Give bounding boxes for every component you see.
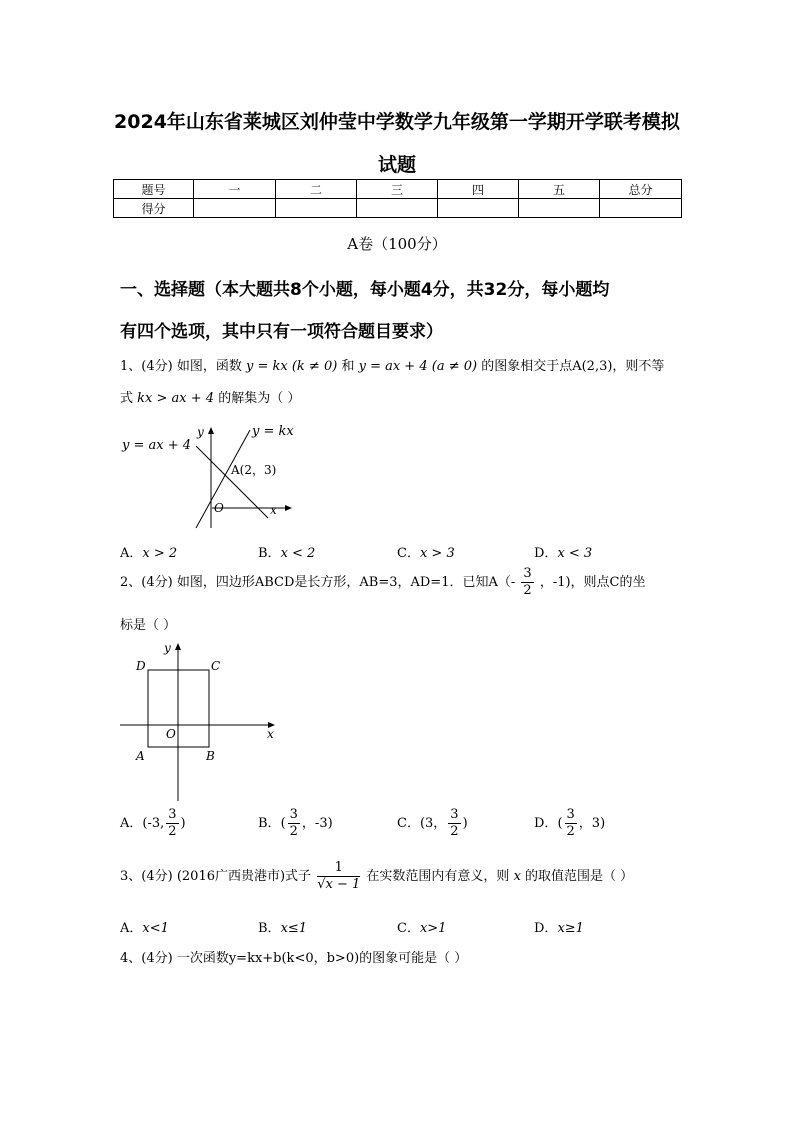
option-text: x≥1 bbox=[557, 921, 584, 936]
q1-option-a[interactable] bbox=[120, 542, 177, 561]
option-text: x>1 bbox=[419, 921, 447, 936]
option-letter: A． bbox=[120, 546, 143, 561]
q2-option-d[interactable] bbox=[534, 807, 605, 840]
fraction-denominator: 2 bbox=[289, 824, 298, 839]
score-header-cell: 三 bbox=[357, 180, 438, 199]
q2-option-a[interactable] bbox=[120, 807, 186, 840]
question-text: (2016广西贵港市)式子 bbox=[176, 869, 312, 884]
q1-option-b[interactable] bbox=[258, 542, 315, 561]
option-text: x≤1 bbox=[280, 921, 308, 936]
question-text: 标是（ ） bbox=[120, 618, 177, 633]
fraction-numerator: 3 bbox=[289, 807, 298, 822]
question-2-line2 bbox=[120, 614, 176, 633]
y-axis-label: y bbox=[164, 641, 171, 655]
option-letter: C． bbox=[397, 816, 420, 831]
option-text: (-3, bbox=[142, 816, 165, 831]
option-letter: C． bbox=[397, 546, 420, 561]
option-text: x > 2 bbox=[142, 546, 178, 561]
score-header-cell: 总分 bbox=[600, 180, 682, 199]
option-text: ，3) bbox=[578, 816, 606, 831]
fraction-numerator: 3 bbox=[168, 807, 177, 822]
score-header-cell: 四 bbox=[438, 180, 519, 199]
point-a-label: A(2，3) bbox=[231, 463, 277, 477]
question-text: 如图，函数 bbox=[176, 359, 242, 374]
q3-option-c[interactable] bbox=[397, 917, 446, 936]
fraction bbox=[565, 807, 577, 840]
fraction-denominator: 2 bbox=[566, 824, 575, 839]
option-letter: D． bbox=[534, 816, 558, 831]
option-letter: B． bbox=[258, 816, 281, 831]
option-text: ( bbox=[280, 816, 286, 831]
question-1-line1 bbox=[120, 355, 664, 374]
formula: y = ax + 4 bbox=[358, 359, 428, 374]
fraction bbox=[521, 566, 533, 599]
option-text: x < 3 bbox=[557, 546, 593, 561]
option-text: ) bbox=[180, 816, 186, 831]
question-4-line1 bbox=[120, 947, 467, 966]
q3-option-d[interactable] bbox=[534, 917, 584, 936]
fraction-numerator: 3 bbox=[450, 807, 459, 822]
q1-option-d[interactable] bbox=[534, 542, 592, 561]
option-text: x < 2 bbox=[280, 546, 316, 561]
option-letter: D． bbox=[534, 546, 558, 561]
question-text: 的取值范围是（ ） bbox=[525, 869, 634, 884]
score-cell bbox=[194, 199, 276, 218]
score-cell bbox=[519, 199, 600, 218]
q3-option-a[interactable] bbox=[120, 917, 169, 936]
question-text: 一次函数y=kx+b(k<0，b>0)的图象可能是（ ） bbox=[176, 951, 468, 966]
fraction-numerator: 1 bbox=[317, 860, 360, 877]
x-axis-label: x bbox=[270, 503, 277, 517]
score-table-score-row bbox=[114, 199, 682, 218]
question-number: 4、(4分) bbox=[120, 951, 173, 966]
vertex-c-label: C bbox=[211, 659, 221, 673]
question-text: 的解集为（ ） bbox=[218, 391, 301, 406]
origin-label: O bbox=[166, 727, 176, 741]
option-letter: A． bbox=[120, 816, 143, 831]
score-header-cell: 二 bbox=[276, 180, 357, 199]
option-letter: A． bbox=[120, 921, 143, 936]
question-number: 1、(4分) bbox=[120, 359, 173, 374]
score-header-cell: 五 bbox=[519, 180, 600, 199]
q2-option-b[interactable] bbox=[258, 807, 333, 840]
question-text: 和 bbox=[341, 359, 355, 374]
variable: x bbox=[513, 869, 521, 884]
score-cell bbox=[357, 199, 438, 218]
option-letter: D． bbox=[534, 921, 558, 936]
radicand: x − 1 bbox=[325, 877, 361, 892]
label-y-ax4: y = ax + 4 bbox=[122, 438, 192, 453]
question-text: 的图象相交于点A(2,3)，则不等 bbox=[481, 359, 665, 374]
fraction bbox=[288, 807, 300, 840]
radical-fraction bbox=[317, 860, 360, 893]
document-title-line1: 2024年山东省莱城区刘仲莹中学数学九年级第一学期开学联考模拟 bbox=[114, 111, 680, 133]
option-text: ( bbox=[557, 816, 563, 831]
vertex-a-label: A bbox=[136, 749, 145, 763]
score-table-header-row bbox=[114, 180, 682, 199]
fraction-denominator: √x − 1 bbox=[317, 877, 361, 892]
option-text: x<1 bbox=[142, 921, 169, 936]
fraction-numerator: 3 bbox=[566, 807, 575, 822]
origin-label: O bbox=[214, 501, 224, 515]
y-axis-arrow bbox=[175, 643, 181, 650]
score-cell bbox=[600, 199, 682, 218]
option-letter: B． bbox=[258, 921, 281, 936]
question-text: 如图，四边形ABCD是长方形，AB=3，AD=1．已知A（- bbox=[176, 575, 516, 590]
x-axis-label: x bbox=[267, 727, 274, 741]
y-axis-label: y bbox=[197, 425, 204, 439]
question-text: 式 bbox=[120, 391, 134, 406]
formula-condition: (k ≠ 0) bbox=[291, 359, 338, 374]
fraction-denominator: 2 bbox=[523, 583, 532, 598]
fraction-denominator: 2 bbox=[168, 824, 177, 839]
question-2-graph bbox=[118, 638, 283, 803]
q1-option-c[interactable] bbox=[397, 542, 455, 561]
section-heading-line2: 有四个选项，其中只有一项符合题目要求） bbox=[120, 322, 443, 342]
fraction bbox=[448, 807, 460, 840]
question-1-line2 bbox=[120, 387, 300, 406]
section-heading-line1: 一、选择题（本大题共8个小题，每小题4分，共32分，每小题均 bbox=[120, 280, 610, 300]
score-cell bbox=[438, 199, 519, 218]
question-text: 在实数范围内有意义，则 bbox=[366, 869, 510, 884]
fraction-denominator: 2 bbox=[450, 824, 459, 839]
question-3-line1 bbox=[120, 860, 633, 893]
q3-option-b[interactable] bbox=[258, 917, 307, 936]
question-number: 3、(4分) bbox=[120, 869, 173, 884]
inequality: kx > ax + 4 bbox=[137, 391, 215, 406]
q2-option-c[interactable] bbox=[397, 807, 468, 840]
fraction bbox=[166, 807, 178, 840]
document-title-line2: 试题 bbox=[377, 154, 416, 176]
option-text: x > 3 bbox=[419, 546, 455, 561]
score-row-label: 得分 bbox=[114, 199, 194, 218]
question-number: 2、(4分) bbox=[120, 575, 173, 590]
score-header-cell: 题号 bbox=[114, 180, 194, 199]
option-letter: B． bbox=[258, 546, 281, 561]
label-y-kx: y = kx bbox=[252, 424, 294, 439]
volume-heading: A卷（100分） bbox=[347, 235, 447, 253]
formula: y = kx bbox=[245, 359, 288, 374]
question-1-graph bbox=[118, 418, 298, 530]
score-cell bbox=[276, 199, 357, 218]
line-y-ax4 bbox=[196, 446, 268, 518]
y-axis-arrow bbox=[208, 427, 214, 434]
formula-condition: (a ≠ 0) bbox=[431, 359, 478, 374]
option-text: ) bbox=[462, 816, 468, 831]
question-text: ，-1)，则点C的坐 bbox=[539, 575, 646, 590]
x-axis-arrow bbox=[285, 505, 292, 511]
question-2-line1 bbox=[120, 566, 646, 599]
vertex-b-label: B bbox=[206, 749, 215, 763]
option-letter: C． bbox=[397, 921, 420, 936]
option-text: ，-3) bbox=[301, 816, 333, 831]
fraction-numerator: 3 bbox=[523, 566, 532, 581]
score-header-cell: 一 bbox=[194, 180, 276, 199]
vertex-d-label: D bbox=[136, 659, 146, 673]
option-text: (3， bbox=[419, 816, 447, 831]
score-table bbox=[113, 179, 682, 218]
